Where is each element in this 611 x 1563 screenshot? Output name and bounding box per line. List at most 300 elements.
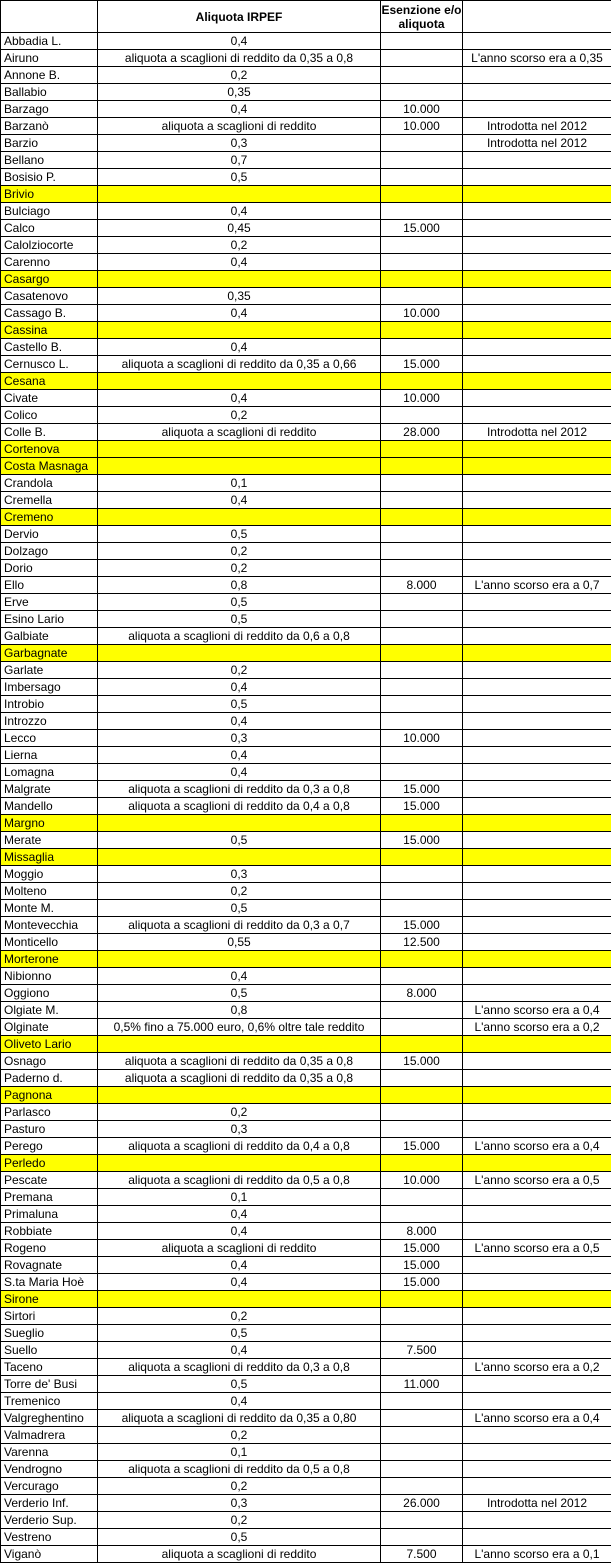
aliquota-cell: 0,4 — [98, 1223, 381, 1240]
table-row — [1, 1257, 611, 1274]
esenzione-cell — [381, 288, 463, 305]
esenzione-cell: 15.000 — [381, 1257, 463, 1274]
aliquota-cell: 0,7 — [98, 152, 381, 169]
aliquota-cell: 0,4 — [98, 1257, 381, 1274]
note-cell — [463, 1342, 611, 1359]
aliquota-cell: 0,5 — [98, 1325, 381, 1342]
note-cell — [463, 1087, 611, 1104]
aliquota-cell: 0,2 — [98, 1427, 381, 1444]
aliquota-cell: 0,2 — [98, 543, 381, 560]
esenzione-cell — [381, 1427, 463, 1444]
note-cell: L'anno scorso era a 0,4 — [463, 1410, 611, 1427]
aliquota-cell: 0,4 — [98, 1393, 381, 1410]
aliquota-cell: 0,4 — [98, 305, 381, 322]
comune-cell: Oggiono — [1, 985, 98, 1002]
header-comune — [1, 1, 98, 33]
esenzione-cell: 15.000 — [381, 356, 463, 373]
aliquota-cell: 0,8 — [98, 1002, 381, 1019]
note-cell — [463, 781, 611, 798]
comune-cell: Casargo — [1, 271, 98, 288]
esenzione-cell — [381, 203, 463, 220]
note-cell — [463, 1478, 611, 1495]
esenzione-cell — [381, 1019, 463, 1036]
comune-cell: Verderio Sup. — [1, 1512, 98, 1529]
esenzione-cell — [381, 1529, 463, 1546]
table-row — [1, 713, 611, 730]
table-row — [1, 900, 611, 917]
table-row — [1, 730, 611, 747]
note-cell: L'anno scorso era a 0,5 — [463, 1240, 611, 1257]
table-row — [1, 271, 611, 288]
note-cell — [463, 1529, 611, 1546]
comune-cell: Lierna — [1, 747, 98, 764]
table-row — [1, 1240, 611, 1257]
esenzione-cell — [381, 67, 463, 84]
aliquota-cell: 0,4 — [98, 764, 381, 781]
aliquota-cell: aliquota a scaglioni di reddito da 0,4 a 0,8 — [98, 798, 381, 815]
aliquota-cell: aliquota a scaglioni di reddito da 0,3 a 0,8 — [98, 1359, 381, 1376]
comune-cell: Ello — [1, 577, 98, 594]
comune-cell: Barzago — [1, 101, 98, 118]
aliquota-cell: 0,4 — [98, 33, 381, 50]
table-row — [1, 1427, 611, 1444]
note-cell — [463, 1053, 611, 1070]
aliquota-cell: 0,4 — [98, 968, 381, 985]
aliquota-cell: 0,5% fino a 75.000 euro, 0,6% oltre tale reddito — [98, 1019, 381, 1036]
table-row — [1, 1138, 611, 1155]
aliquota-cell: 0,4 — [98, 679, 381, 696]
note-cell — [463, 1155, 611, 1172]
comune-cell: Calco — [1, 220, 98, 237]
aliquota-cell: aliquota a scaglioni di reddito — [98, 424, 381, 441]
esenzione-cell — [381, 169, 463, 186]
comune-cell: Casatenovo — [1, 288, 98, 305]
comune-cell: Vendrogno — [1, 1461, 98, 1478]
aliquota-cell — [98, 509, 381, 526]
esenzione-cell — [381, 679, 463, 696]
table-row — [1, 1053, 611, 1070]
table-row — [1, 1206, 611, 1223]
esenzione-cell — [381, 1087, 463, 1104]
note-cell — [463, 849, 611, 866]
esenzione-cell: 26.000 — [381, 1495, 463, 1512]
aliquota-cell: 0,4 — [98, 492, 381, 509]
aliquota-cell: aliquota a scaglioni di reddito da 0,3 a 0,8 — [98, 781, 381, 798]
table-row — [1, 1155, 611, 1172]
esenzione-cell: 28.000 — [381, 424, 463, 441]
aliquota-cell: 0,4 — [98, 1342, 381, 1359]
comune-cell: Perledo — [1, 1155, 98, 1172]
table-row — [1, 135, 611, 152]
aliquota-cell: aliquota a scaglioni di reddito da 0,5 a 0,8 — [98, 1172, 381, 1189]
table-row — [1, 611, 611, 628]
table-row — [1, 1070, 611, 1087]
aliquota-cell: 0,5 — [98, 985, 381, 1002]
aliquota-cell — [98, 271, 381, 288]
note-cell — [463, 509, 611, 526]
esenzione-cell — [381, 50, 463, 67]
table-row — [1, 1308, 611, 1325]
comune-cell: Parlasco — [1, 1104, 98, 1121]
note-cell: Introdotta nel 2012 — [463, 424, 611, 441]
aliquota-cell: 0,4 — [98, 747, 381, 764]
table-row — [1, 1546, 611, 1563]
comune-cell: Primaluna — [1, 1206, 98, 1223]
note-cell — [463, 900, 611, 917]
esenzione-cell — [381, 475, 463, 492]
table-row — [1, 1376, 611, 1393]
table-row — [1, 186, 611, 203]
table-row — [1, 84, 611, 101]
aliquota-cell: 0,35 — [98, 84, 381, 101]
esenzione-cell: 15.000 — [381, 220, 463, 237]
comune-cell: Olgiate M. — [1, 1002, 98, 1019]
esenzione-cell — [381, 1104, 463, 1121]
aliquota-cell: 0,2 — [98, 237, 381, 254]
note-cell — [463, 628, 611, 645]
comune-cell: Valgreghentino — [1, 1410, 98, 1427]
comune-cell: Varenna — [1, 1444, 98, 1461]
esenzione-cell — [381, 1070, 463, 1087]
note-cell: L'anno scorso era a 0,4 — [463, 1002, 611, 1019]
note-cell — [463, 492, 611, 509]
esenzione-cell: 11.000 — [381, 1376, 463, 1393]
comune-cell: Carenno — [1, 254, 98, 271]
note-cell — [463, 764, 611, 781]
table-row — [1, 1036, 611, 1053]
esenzione-cell: 15.000 — [381, 1053, 463, 1070]
comune-cell: Cesana — [1, 373, 98, 390]
comune-cell: Dolzago — [1, 543, 98, 560]
comune-cell: Cortenova — [1, 441, 98, 458]
note-cell: L'anno scorso era a 0,35 — [463, 50, 611, 67]
aliquota-cell: aliquota a scaglioni di reddito — [98, 1240, 381, 1257]
table-row — [1, 1172, 611, 1189]
note-cell — [463, 254, 611, 271]
esenzione-cell: 10.000 — [381, 1172, 463, 1189]
aliquota-cell — [98, 815, 381, 832]
table-row — [1, 934, 611, 951]
esenzione-cell — [381, 441, 463, 458]
comune-cell: Monticello — [1, 934, 98, 951]
note-cell — [463, 1393, 611, 1410]
comune-cell: Bulciago — [1, 203, 98, 220]
esenzione-cell — [381, 407, 463, 424]
note-cell: Introdotta nel 2012 — [463, 135, 611, 152]
comune-cell: Morterone — [1, 951, 98, 968]
table-row — [1, 832, 611, 849]
comune-cell: Bosisio P. — [1, 169, 98, 186]
comune-cell: Suello — [1, 1342, 98, 1359]
comune-cell: Molteno — [1, 883, 98, 900]
comune-cell: Rovagnate — [1, 1257, 98, 1274]
note-cell — [463, 373, 611, 390]
aliquota-cell: 0,35 — [98, 288, 381, 305]
aliquota-cell: aliquota a scaglioni di reddito da 0,35 a 0,80 — [98, 1410, 381, 1427]
esenzione-cell — [381, 764, 463, 781]
note-cell — [463, 339, 611, 356]
note-cell — [463, 67, 611, 84]
esenzione-cell — [381, 645, 463, 662]
aliquota-cell: aliquota a scaglioni di reddito da 0,5 a 0,8 — [98, 1461, 381, 1478]
esenzione-cell — [381, 1359, 463, 1376]
table-row — [1, 662, 611, 679]
comune-cell: Merate — [1, 832, 98, 849]
note-cell — [463, 1206, 611, 1223]
aliquota-cell: 0,5 — [98, 169, 381, 186]
comune-cell: Oliveto Lario — [1, 1036, 98, 1053]
note-cell: L'anno scorso era a 0,7 — [463, 577, 611, 594]
comune-cell: Lecco — [1, 730, 98, 747]
note-cell — [463, 1461, 611, 1478]
esenzione-cell — [381, 662, 463, 679]
note-cell — [463, 645, 611, 662]
note-cell — [463, 1070, 611, 1087]
aliquota-cell: 0,5 — [98, 594, 381, 611]
esenzione-cell — [381, 713, 463, 730]
table-row — [1, 1478, 611, 1495]
table-row — [1, 917, 611, 934]
table-row — [1, 322, 611, 339]
esenzione-cell — [381, 560, 463, 577]
aliquota-cell: 0,8 — [98, 577, 381, 594]
table-row — [1, 1461, 611, 1478]
table-row — [1, 509, 611, 526]
comune-cell: Robbiate — [1, 1223, 98, 1240]
aliquota-cell: aliquota a scaglioni di reddito da 0,35 a 0,8 — [98, 50, 381, 67]
esenzione-cell — [381, 696, 463, 713]
comune-cell: Sueglio — [1, 1325, 98, 1342]
table-row — [1, 1444, 611, 1461]
aliquota-cell: 0,1 — [98, 475, 381, 492]
note-cell — [463, 441, 611, 458]
esenzione-cell: 10.000 — [381, 730, 463, 747]
aliquota-cell: 0,45 — [98, 220, 381, 237]
comune-cell: Verderio Inf. — [1, 1495, 98, 1512]
esenzione-cell — [381, 883, 463, 900]
table-row — [1, 577, 611, 594]
table-row — [1, 645, 611, 662]
comune-cell: Margno — [1, 815, 98, 832]
note-cell — [463, 101, 611, 118]
table-row — [1, 815, 611, 832]
esenzione-cell — [381, 1410, 463, 1427]
table-row — [1, 866, 611, 883]
esenzione-cell — [381, 1444, 463, 1461]
esenzione-cell: 15.000 — [381, 798, 463, 815]
esenzione-cell — [381, 84, 463, 101]
table-row — [1, 1087, 611, 1104]
table-row — [1, 951, 611, 968]
esenzione-cell: 7.500 — [381, 1342, 463, 1359]
note-cell — [463, 594, 611, 611]
esenzione-cell — [381, 339, 463, 356]
note-cell — [463, 560, 611, 577]
aliquota-cell: aliquota a scaglioni di reddito da 0,35 a 0,8 — [98, 1053, 381, 1070]
comune-cell: Vestreno — [1, 1529, 98, 1546]
aliquota-cell: 0,4 — [98, 713, 381, 730]
comune-cell: Galbiate — [1, 628, 98, 645]
note-cell — [463, 747, 611, 764]
table-header — [1, 1, 611, 33]
table-row — [1, 475, 611, 492]
note-cell — [463, 1257, 611, 1274]
comune-cell: Cremeno — [1, 509, 98, 526]
note-cell — [463, 951, 611, 968]
comune-cell: Calolziocorte — [1, 237, 98, 254]
comune-cell: Crandola — [1, 475, 98, 492]
table-row — [1, 764, 611, 781]
aliquota-cell — [98, 373, 381, 390]
note-cell — [463, 1036, 611, 1053]
esenzione-cell: 15.000 — [381, 917, 463, 934]
table-row — [1, 1189, 611, 1206]
aliquota-cell: 0,2 — [98, 67, 381, 84]
comune-cell: Costa Masnaga — [1, 458, 98, 475]
note-cell — [463, 169, 611, 186]
comune-cell: Dorio — [1, 560, 98, 577]
comune-cell: Valmadrera — [1, 1427, 98, 1444]
comune-cell: Civate — [1, 390, 98, 407]
esenzione-cell — [381, 1206, 463, 1223]
table-row — [1, 1512, 611, 1529]
note-cell — [463, 271, 611, 288]
esenzione-cell — [381, 271, 463, 288]
table-row — [1, 305, 611, 322]
note-cell — [463, 917, 611, 934]
comune-cell: Rogeno — [1, 1240, 98, 1257]
aliquota-cell: 0,2 — [98, 662, 381, 679]
comune-cell: Pasturo — [1, 1121, 98, 1138]
comune-cell: Moggio — [1, 866, 98, 883]
aliquota-cell — [98, 645, 381, 662]
table-row — [1, 1410, 611, 1427]
note-cell — [463, 186, 611, 203]
note-cell — [463, 543, 611, 560]
esenzione-cell — [381, 1002, 463, 1019]
note-cell — [463, 1308, 611, 1325]
esenzione-cell — [381, 968, 463, 985]
note-cell — [463, 390, 611, 407]
note-cell — [463, 662, 611, 679]
comune-cell: Imbersago — [1, 679, 98, 696]
esenzione-cell — [381, 1036, 463, 1053]
comune-cell: Introbio — [1, 696, 98, 713]
note-cell — [463, 730, 611, 747]
note-cell — [463, 1444, 611, 1461]
table-row — [1, 101, 611, 118]
aliquota-cell: 0,4 — [98, 390, 381, 407]
table-row — [1, 526, 611, 543]
comune-cell: Abbadia L. — [1, 33, 98, 50]
table-row — [1, 169, 611, 186]
comune-cell: Sirtori — [1, 1308, 98, 1325]
esenzione-cell — [381, 628, 463, 645]
esenzione-cell — [381, 1308, 463, 1325]
esenzione-cell: 8.000 — [381, 577, 463, 594]
aliquota-cell: aliquota a scaglioni di reddito — [98, 1546, 381, 1563]
aliquota-cell: 0,4 — [98, 101, 381, 118]
esenzione-cell — [381, 458, 463, 475]
comune-cell: Barzanò — [1, 118, 98, 135]
esenzione-cell: 12.500 — [381, 934, 463, 951]
comune-cell: Missaglia — [1, 849, 98, 866]
esenzione-cell — [381, 1478, 463, 1495]
header-esenzione: Esenzione e/o aliquota — [381, 2, 462, 31]
table-row — [1, 1121, 611, 1138]
aliquota-cell: 0,2 — [98, 560, 381, 577]
aliquota-cell — [98, 1036, 381, 1053]
esenzione-cell — [381, 815, 463, 832]
esenzione-cell: 15.000 — [381, 1138, 463, 1155]
comune-cell: Cassago B. — [1, 305, 98, 322]
note-cell — [463, 288, 611, 305]
aliquota-cell: 0,1 — [98, 1189, 381, 1206]
comune-cell: Osnago — [1, 1053, 98, 1070]
esenzione-cell: 10.000 — [381, 101, 463, 118]
aliquota-cell: 0,2 — [98, 1104, 381, 1121]
comune-cell: Annone B. — [1, 67, 98, 84]
comune-cell: Cremella — [1, 492, 98, 509]
table-row — [1, 152, 611, 169]
table-row — [1, 883, 611, 900]
note-cell — [463, 407, 611, 424]
table-row — [1, 1274, 611, 1291]
note-cell — [463, 713, 611, 730]
esenzione-cell — [381, 900, 463, 917]
aliquota-cell — [98, 441, 381, 458]
note-cell: L'anno scorso era a 0,4 — [463, 1138, 611, 1155]
aliquota-cell: aliquota a scaglioni di reddito da 0,4 a 0,8 — [98, 1138, 381, 1155]
comune-cell: Torre de' Busi — [1, 1376, 98, 1393]
table-row — [1, 220, 611, 237]
esenzione-cell — [381, 254, 463, 271]
aliquota-cell: aliquota a scaglioni di reddito — [98, 118, 381, 135]
table-row — [1, 118, 611, 135]
comune-cell: Pagnona — [1, 1087, 98, 1104]
note-cell: L'anno scorso era a 0,1 — [463, 1546, 611, 1563]
esenzione-cell — [381, 951, 463, 968]
table-row — [1, 1359, 611, 1376]
table-row — [1, 356, 611, 373]
esenzione-cell — [381, 152, 463, 169]
aliquota-cell: 0,4 — [98, 1206, 381, 1223]
esenzione-cell — [381, 33, 463, 50]
table-row — [1, 339, 611, 356]
note-cell — [463, 883, 611, 900]
aliquota-cell: 0,3 — [98, 1495, 381, 1512]
table-row — [1, 50, 611, 67]
table-row — [1, 1393, 611, 1410]
comune-cell: Premana — [1, 1189, 98, 1206]
esenzione-cell — [381, 747, 463, 764]
table-row — [1, 441, 611, 458]
note-cell: L'anno scorso era a 0,5 — [463, 1172, 611, 1189]
table-row — [1, 747, 611, 764]
table-row — [1, 237, 611, 254]
aliquota-cell — [98, 458, 381, 475]
aliquota-cell: 0,1 — [98, 1444, 381, 1461]
table-row — [1, 1223, 611, 1240]
note-cell — [463, 152, 611, 169]
aliquota-cell: 0,4 — [98, 203, 381, 220]
table-row — [1, 1342, 611, 1359]
aliquota-cell: 0,55 — [98, 934, 381, 951]
aliquota-cell: 0,5 — [98, 696, 381, 713]
note-cell — [463, 1104, 611, 1121]
comune-cell: Colle B. — [1, 424, 98, 441]
comune-cell: Pescate — [1, 1172, 98, 1189]
